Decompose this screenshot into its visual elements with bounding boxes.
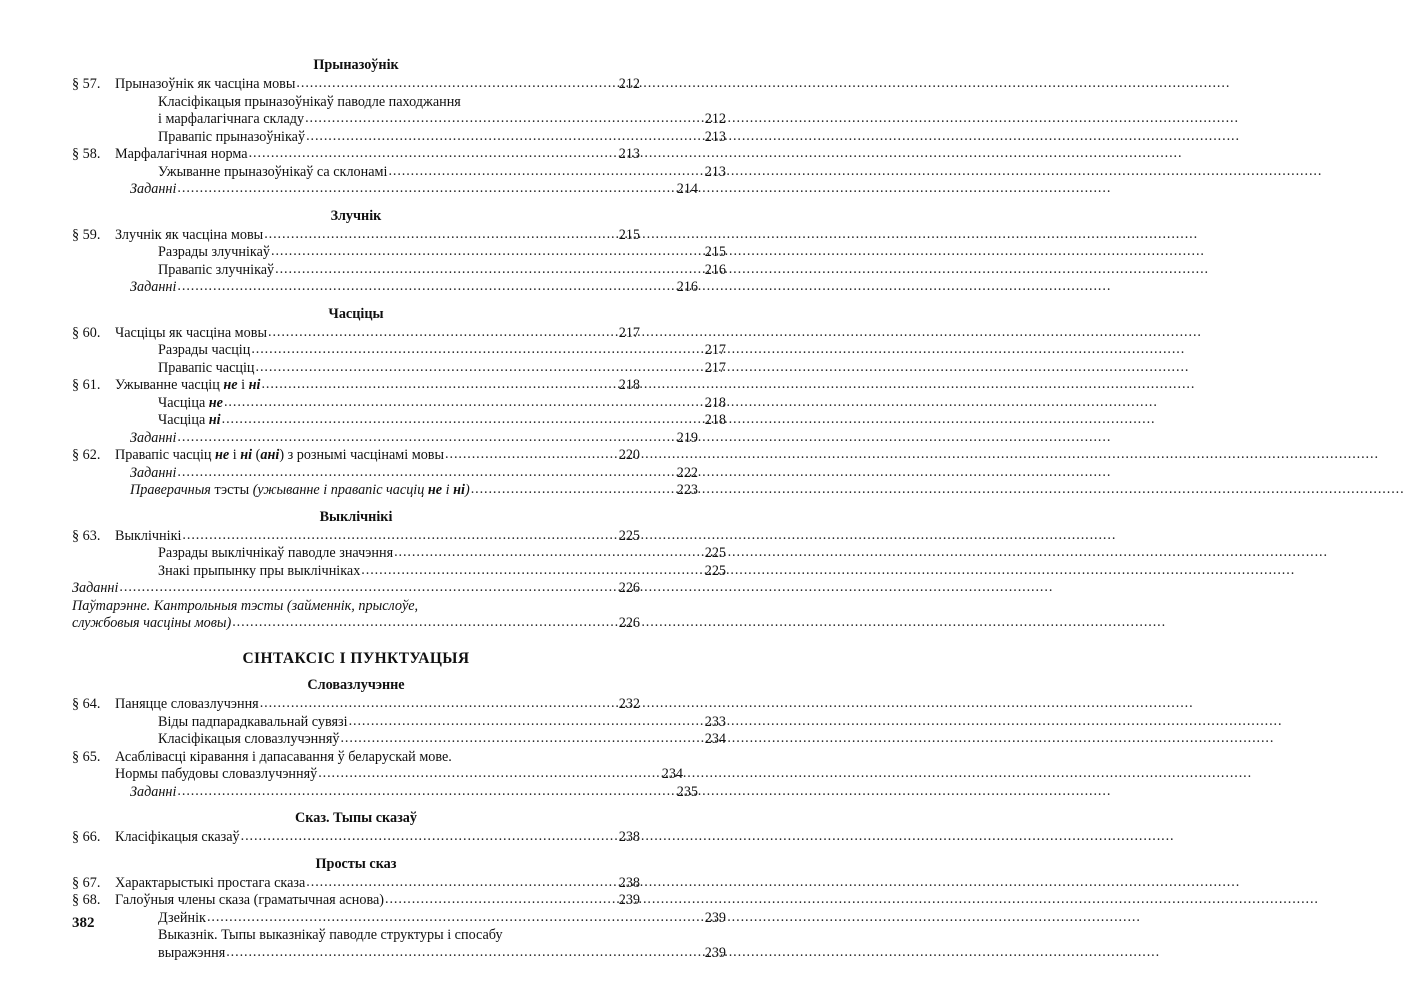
- entry-text-run: Правапіс часціц: [115, 447, 216, 464]
- dot-leader: [241, 828, 603, 846]
- entry-body: [115, 875, 640, 893]
- entry-page-number: 218: [618, 377, 640, 394]
- entry-body: [158, 262, 726, 280]
- entry-text-run: і: [237, 377, 249, 394]
- entry-title: Разрады выклічнікаў паводле значэння: [158, 545, 394, 562]
- entry-text-run: Часціца: [158, 412, 209, 429]
- dot-leader: [306, 128, 689, 146]
- entry-body: [158, 927, 726, 945]
- entry-body: [158, 563, 726, 581]
- entry-number: § 58.: [72, 146, 101, 163]
- entry-body: [130, 465, 698, 483]
- entry-title: Характарыстыкі простага сказа: [115, 874, 306, 891]
- entry-number: § 68.: [72, 892, 101, 909]
- entry-text-run: не: [223, 377, 238, 394]
- toc-entry[interactable]: [72, 325, 640, 343]
- dot-leader: [177, 783, 661, 801]
- entry-page-number: 235: [676, 783, 698, 800]
- entry-title: Заданні: [130, 279, 177, 296]
- entry-page-number: 219: [676, 429, 698, 446]
- dot-leader: [182, 527, 603, 545]
- entry-page-number: 233: [704, 713, 726, 730]
- dot-leader: [207, 909, 689, 927]
- dot-leader: [177, 278, 661, 296]
- entry-number: § 67.: [72, 874, 101, 891]
- dot-leader: [177, 464, 661, 482]
- entry-text-run: (ужыванне і правапіс часціц: [252, 482, 428, 499]
- entry-number: § 62.: [72, 447, 101, 464]
- toc-entry[interactable]: [72, 927, 726, 945]
- toc-entry[interactable]: [72, 598, 640, 616]
- entry-body: [115, 447, 640, 465]
- section-heading: Злучнік: [330, 207, 382, 224]
- toc-entry[interactable]: [72, 766, 683, 784]
- toc-entry[interactable]: [72, 482, 698, 500]
- dot-leader: [271, 243, 689, 261]
- toc-entry[interactable]: [72, 181, 698, 199]
- entry-text-run: тэсты: [214, 482, 253, 499]
- dot-leader: [394, 544, 689, 562]
- toc-entry[interactable]: [72, 784, 698, 802]
- entry-title: Разрады злучнікаў: [158, 244, 270, 261]
- entry-title: [158, 412, 221, 430]
- toc-content: [72, 57, 726, 962]
- entry-title: Прыназоўнік як часціна мовы: [115, 76, 296, 93]
- entry-page-number: 217: [618, 324, 640, 341]
- dot-leader: [471, 481, 661, 499]
- entry-title: Марфалагічная норма: [115, 146, 248, 163]
- entry-page-number: 234: [661, 766, 683, 783]
- toc-entry[interactable]: [72, 749, 640, 767]
- entry-title: Правапіс часціц: [158, 359, 255, 376]
- entry-body: [115, 227, 640, 245]
- entry-page-number: 212: [704, 111, 726, 128]
- entry-number: § 63.: [72, 527, 101, 544]
- entry-body: [115, 829, 640, 847]
- entry-body: [130, 181, 698, 199]
- entry-page-number: 225: [704, 545, 726, 562]
- dot-leader: [385, 891, 603, 909]
- toc-entry[interactable]: [72, 377, 640, 395]
- entry-title: Заданні: [130, 429, 177, 446]
- entry-title: Заданні: [130, 464, 177, 481]
- entry-body: [115, 766, 683, 784]
- entry-page-number: 225: [618, 527, 640, 544]
- toc-entry[interactable]: [72, 360, 726, 378]
- dot-leader: [445, 446, 603, 464]
- entry-title: Паняцце словазлучэння: [115, 696, 259, 713]
- entry-page-number: 216: [676, 279, 698, 296]
- entry-text-run: ані: [260, 447, 280, 464]
- toc-entry[interactable]: [72, 279, 698, 297]
- toc-entry[interactable]: [72, 875, 640, 893]
- entry-title: Выклічнікі: [115, 527, 182, 544]
- dot-leader: [177, 429, 661, 447]
- entry-body: [158, 731, 726, 749]
- section-heading: Сказ. Тыпы сказаў: [295, 810, 417, 827]
- dot-leader: [296, 75, 603, 93]
- entry-title: Віды падпарадкавальнай сувязі: [158, 713, 348, 730]
- entry-title: Злучнік як часціна мовы: [115, 226, 264, 243]
- part-heading: СІНТАКСІС І ПУНКТУАЦЫЯ: [242, 649, 470, 667]
- entry-page-number: 238: [618, 829, 640, 846]
- entry-body: [158, 360, 726, 378]
- toc-entry[interactable]: [72, 412, 726, 430]
- toc-entry[interactable]: [72, 580, 640, 598]
- entry-body: [115, 146, 640, 164]
- dot-leader: [119, 579, 603, 597]
- entry-body: [158, 111, 726, 129]
- dot-leader: [306, 874, 603, 892]
- entry-title: [115, 447, 444, 465]
- entry-title: Дзейнік: [158, 909, 206, 926]
- toc-entry[interactable]: [72, 76, 640, 94]
- entry-text-run: і: [229, 447, 241, 464]
- entry-text-run: не: [215, 447, 230, 464]
- entry-page-number: 218: [704, 394, 726, 411]
- dot-leader: [305, 110, 689, 128]
- entry-number: § 66.: [72, 829, 101, 846]
- toc-entry[interactable]: [72, 829, 640, 847]
- entry-body: [158, 395, 726, 413]
- entry-body: [115, 377, 640, 395]
- dot-leader: [268, 324, 603, 342]
- entry-title: Правапіс прыназоўнікаў: [158, 128, 306, 145]
- toc-entry[interactable]: [72, 129, 726, 147]
- toc-entry[interactable]: [72, 94, 726, 112]
- toc-entry[interactable]: [72, 146, 640, 164]
- toc-entry[interactable]: [72, 545, 726, 563]
- dot-leader: [275, 261, 689, 279]
- entry-page-number: 238: [618, 874, 640, 891]
- dot-leader: [226, 944, 689, 962]
- dot-leader: [177, 180, 661, 198]
- entry-body: [115, 76, 640, 94]
- entry-title: [158, 395, 223, 413]
- entry-number: § 59.: [72, 226, 101, 243]
- entry-title: Паўтарэнне. Кантрольныя тэсты (займеннік, прыслоўе,: [72, 597, 419, 614]
- entry-page-number: 213: [618, 146, 640, 163]
- entry-title: службовыя часціны мовы): [72, 615, 232, 632]
- entry-body: [158, 945, 726, 963]
- entry-text-run: Праверачныя: [130, 482, 215, 499]
- entry-number: § 57.: [72, 76, 101, 93]
- dot-leader: [318, 765, 646, 783]
- dot-leader: [222, 411, 689, 429]
- entry-title: Асаблівасці кіравання і дапасавання ў беларускай мове.: [115, 748, 452, 765]
- entry-title: Нормы пабудовы словазлучэнняў: [115, 766, 318, 783]
- entry-number: § 60.: [72, 324, 101, 341]
- entry-title: Заданні: [72, 580, 119, 597]
- entry-title: выражэння: [158, 944, 226, 961]
- entry-title: Класіфікацыя словазлучэнняў: [158, 731, 340, 748]
- toc-entry[interactable]: [72, 164, 726, 182]
- entry-body: [158, 545, 726, 563]
- dot-leader: [264, 226, 603, 244]
- entry-text-run: ні: [453, 482, 465, 499]
- entry-text-run: ні: [248, 377, 261, 394]
- entry-page-number: 239: [618, 892, 640, 909]
- entry-text-run: не: [208, 394, 223, 411]
- entry-title: Выказнік. Тыпы выказнікаў паводле структуры і спосабу: [158, 927, 503, 944]
- entry-page-number: 212: [618, 76, 640, 93]
- toc-entry[interactable]: [72, 395, 726, 413]
- entry-body: [158, 244, 726, 262]
- entry-title: Галоўныя члены сказа (граматычная аснова): [115, 892, 385, 909]
- toc-entry[interactable]: [72, 430, 698, 448]
- dot-leader: [388, 163, 689, 181]
- toc-entry[interactable]: [72, 342, 726, 360]
- entry-page-number: 213: [704, 128, 726, 145]
- toc-entry[interactable]: [72, 111, 726, 129]
- entry-page-number: 225: [704, 562, 726, 579]
- section-heading: Прыназоўнік: [313, 57, 399, 73]
- entry-text-run: не: [427, 482, 443, 499]
- dot-leader: [260, 695, 603, 713]
- dot-leader: [224, 394, 689, 412]
- dot-leader: [361, 562, 689, 580]
- section-heading: Просты сказ: [315, 855, 397, 872]
- entry-text-run: ні: [208, 412, 221, 429]
- dot-leader: [251, 341, 689, 359]
- entry-text-run: Часціца: [158, 394, 209, 411]
- entry-body: [115, 892, 640, 910]
- entry-number: § 64.: [72, 696, 101, 713]
- entry-text-run: Ужыванне часціц: [115, 377, 224, 394]
- toc-entry[interactable]: [72, 615, 640, 633]
- entry-page-number: 234: [704, 731, 726, 748]
- entry-page-number: 215: [618, 226, 640, 243]
- section-heading: Словазлучэнне: [307, 677, 405, 694]
- toc-entry[interactable]: [72, 244, 726, 262]
- entry-body: [115, 528, 640, 546]
- entry-title: Класіфікацыя сказаў: [115, 829, 240, 846]
- entry-body: [115, 696, 640, 714]
- entry-page-number: 217: [704, 342, 726, 359]
- entry-page-number: 213: [704, 163, 726, 180]
- entry-title: і марфалагічнага складу: [158, 111, 305, 128]
- entry-text-run: ні: [240, 447, 253, 464]
- entry-page-number: 239: [704, 909, 726, 926]
- toc-entry[interactable]: [72, 910, 726, 928]
- entry-body: [72, 598, 640, 616]
- toc-entry[interactable]: [72, 447, 640, 465]
- dot-leader: [340, 730, 689, 748]
- toc-entry[interactable]: [72, 227, 640, 245]
- entry-body: [158, 412, 726, 430]
- entry-body: [158, 94, 726, 112]
- toc-entry[interactable]: [72, 892, 640, 910]
- entry-body: [130, 430, 698, 448]
- entry-page-number: 220: [618, 447, 640, 464]
- entry-title: Правапіс злучнікаў: [158, 261, 275, 278]
- toc-entry[interactable]: [72, 945, 726, 963]
- dot-leader: [249, 145, 603, 163]
- entry-page-number: 223: [676, 482, 698, 499]
- dot-leader: [261, 376, 603, 394]
- entry-body: [158, 714, 726, 732]
- entry-page-number: 222: [676, 464, 698, 481]
- entry-body: [115, 325, 640, 343]
- entry-body: [158, 910, 726, 928]
- entry-body: [72, 580, 640, 598]
- toc-entry[interactable]: [72, 696, 640, 714]
- entry-body: [115, 749, 640, 767]
- entry-number: § 61.: [72, 377, 101, 394]
- entry-title: [115, 377, 260, 395]
- entry-title: Знакі прыпынку пры выклічніках: [158, 562, 361, 579]
- entry-title: [130, 482, 470, 500]
- entry-page-number: 232: [618, 696, 640, 713]
- entry-title: Заданні: [130, 783, 177, 800]
- entry-title: Разрады часціц: [158, 342, 251, 359]
- entry-page-number: 216: [704, 261, 726, 278]
- entry-body: [158, 164, 726, 182]
- entry-body: [130, 784, 698, 802]
- entry-page-number: 217: [704, 359, 726, 376]
- entry-body: [130, 482, 698, 500]
- toc-entry[interactable]: [72, 563, 726, 581]
- entry-body: [72, 615, 640, 633]
- entry-page-number: 226: [618, 580, 640, 597]
- entry-text-run: (: [252, 447, 261, 464]
- entry-page-number: 214: [676, 181, 698, 198]
- dot-leader: [232, 614, 603, 632]
- entry-text-run: ): [464, 482, 470, 499]
- section-heading: Выклічнікі: [319, 508, 393, 525]
- dot-leader: [349, 713, 689, 731]
- toc-entry[interactable]: [72, 262, 726, 280]
- dot-leader: [256, 359, 690, 377]
- entry-page-number: 239: [704, 944, 726, 961]
- entry-text-run: і: [442, 482, 454, 499]
- entry-title: Класіфікацыя прыназоўнікаў паводле паходжання: [158, 93, 461, 110]
- page-folio: 382: [72, 915, 95, 931]
- entry-body: [158, 129, 726, 147]
- entry-page-number: 226: [618, 615, 640, 632]
- toc-entry[interactable]: [72, 731, 726, 749]
- entry-page-number: 218: [704, 412, 726, 429]
- toc-entry[interactable]: [72, 714, 726, 732]
- entry-title: Заданні: [130, 181, 177, 198]
- entry-text-run: ) з рознымі часцінамі мовы: [279, 447, 445, 464]
- section-heading: Часціцы: [328, 305, 384, 322]
- toc-entry[interactable]: [72, 465, 698, 483]
- toc-entry[interactable]: [72, 528, 640, 546]
- entry-number: § 65.: [72, 748, 101, 765]
- entry-page-number: 215: [704, 244, 726, 261]
- entry-body: [158, 342, 726, 360]
- entry-title: Ужыванне прыназоўнікаў са склонамі: [158, 163, 388, 180]
- entry-body: [130, 279, 698, 297]
- entry-title: Часціцы як часціна мовы: [115, 324, 267, 341]
